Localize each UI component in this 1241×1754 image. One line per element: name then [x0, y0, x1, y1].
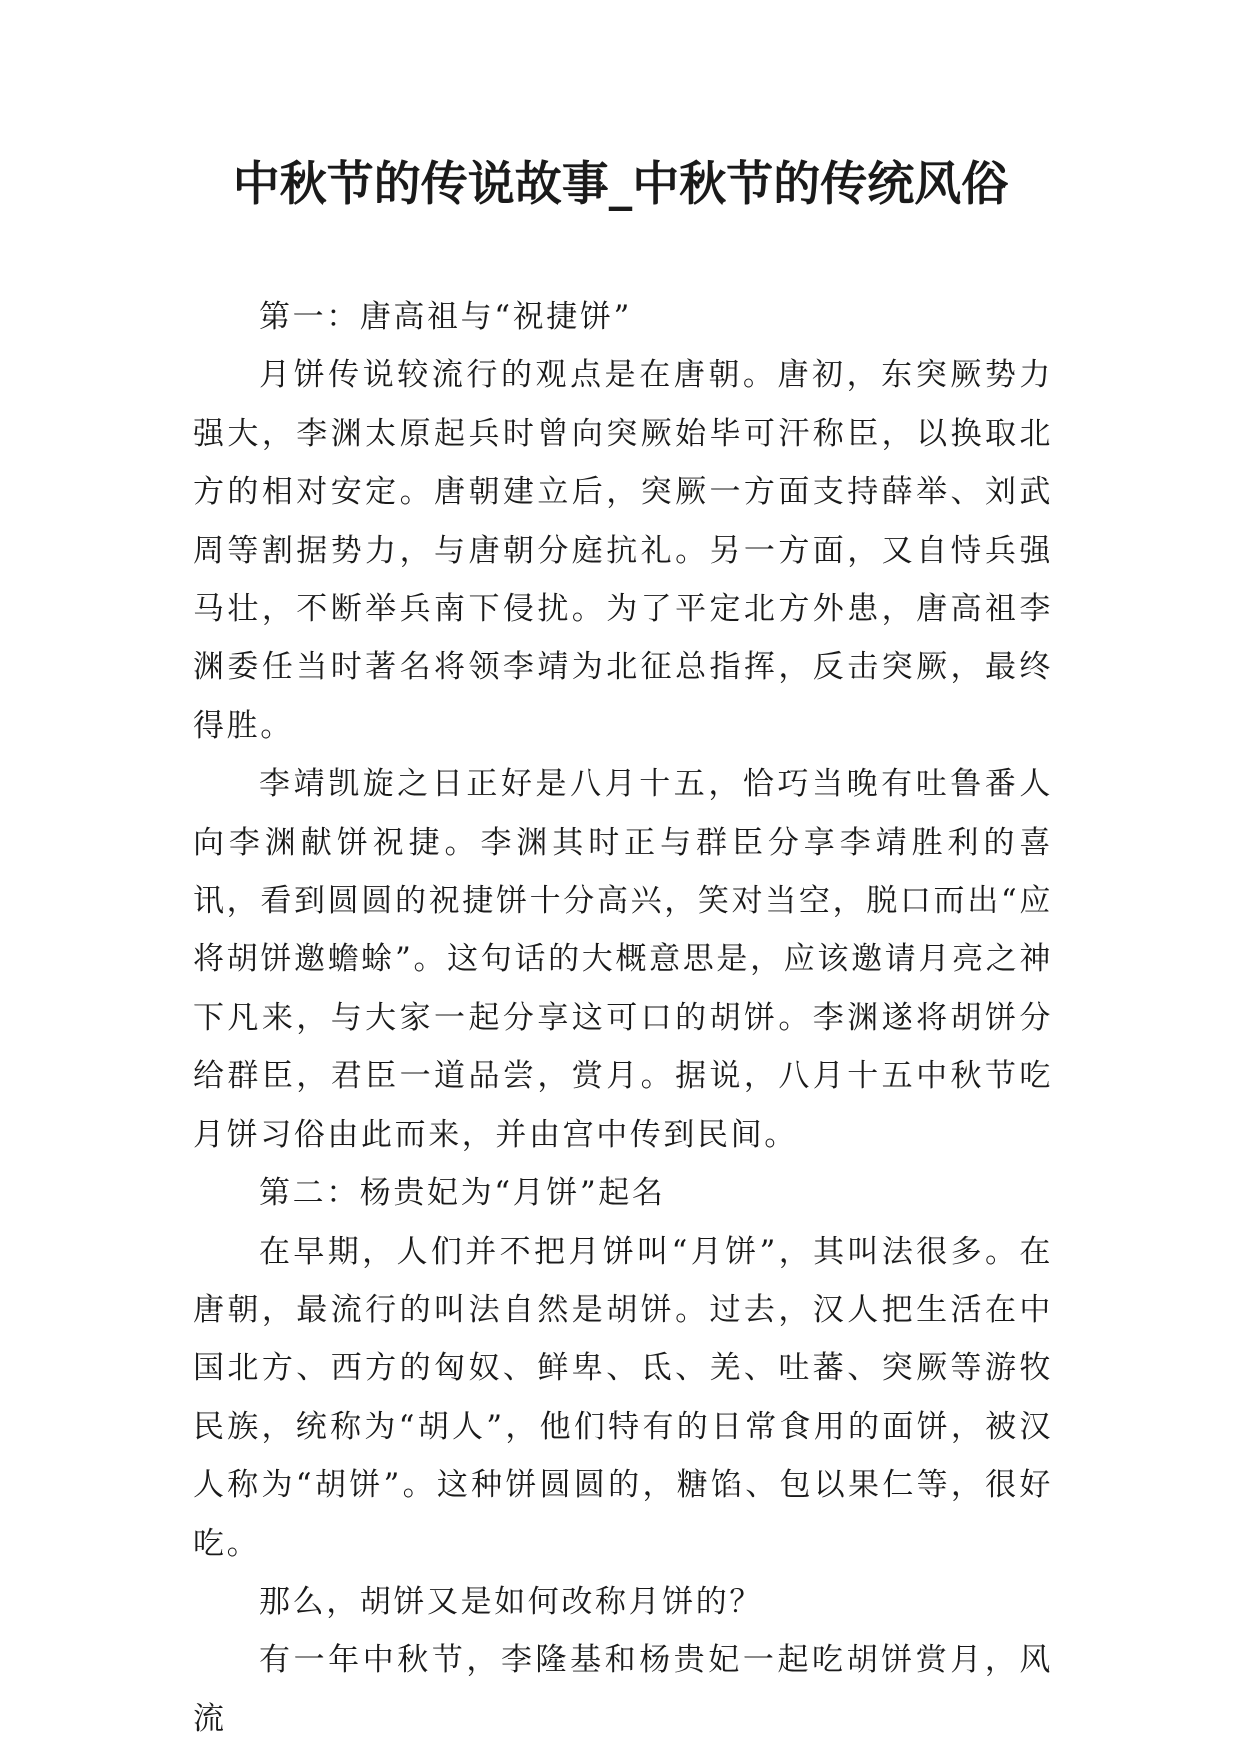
document-title: 中秋节的传说故事_中秋节的传统风俗 — [232, 157, 1009, 212]
paragraph: 那么，胡饼又是如何改称月饼的？ — [259, 1583, 763, 1620]
paragraph: 月饼传说较流行的观点是在唐朝。唐初，东突厥势力强大，李渊太原起兵时曾向突厥始毕可汗称臣，以换取北方的相对安定。唐朝建立后，突厥一方面支持薛举、刘武周等割据势力，与唐朝分庭抗礼。另一方面，又自恃兵强马壮，不断举兵南下侵扰。为了平定北方外患，唐高祖李渊委任当时著名将领李靖为北征总指挥，反击突厥，最终得胜。 — [193, 357, 1053, 744]
document-body — [193, 288, 1053, 1748]
section-heading-2: 第二：杨贵妃为“月饼”起名 — [259, 1175, 666, 1212]
paragraph: 李靖凯旋之日正好是八月十五，恰巧当晚有吐鲁番人向李渊献饼祝捷。李渊其时正与群臣分享李靖胜利的喜讯，看到圆圆的祝捷饼十分高兴，笑对当空，脱口而出“应将胡饼邀蟾蜍”。这句话的大概意思是，应该邀请月亮之神下凡来，与大家一起分享这可口的胡饼。李渊遂将胡饼分给群臣，君臣一道品尝，赏月。据说，八月十五中秋节吃月饼习俗由此而来，并由宫中传到民间。 — [193, 766, 1053, 1153]
section-heading-1: 第一：唐高祖与“祝捷饼” — [259, 299, 632, 335]
paragraph: 在早期，人们并不把月饼叫“月饼”，其叫法很多。在唐朝，最流行的叫法自然是胡饼。过去，汉人把生活在中国北方、西方的匈奴、鲜卑、氐、羌、吐蕃、突厥等游牧民族，统称为“胡人”，他们特有的日常食用的面饼，被汉人称为“胡饼”。这种饼圆圆的，糖馅、包以果仁等，很好吃。 — [193, 1233, 1053, 1562]
paragraph: 有一年中秋节，李隆基和杨贵妃一起吃胡饼赏月，风流 — [193, 1642, 1053, 1737]
